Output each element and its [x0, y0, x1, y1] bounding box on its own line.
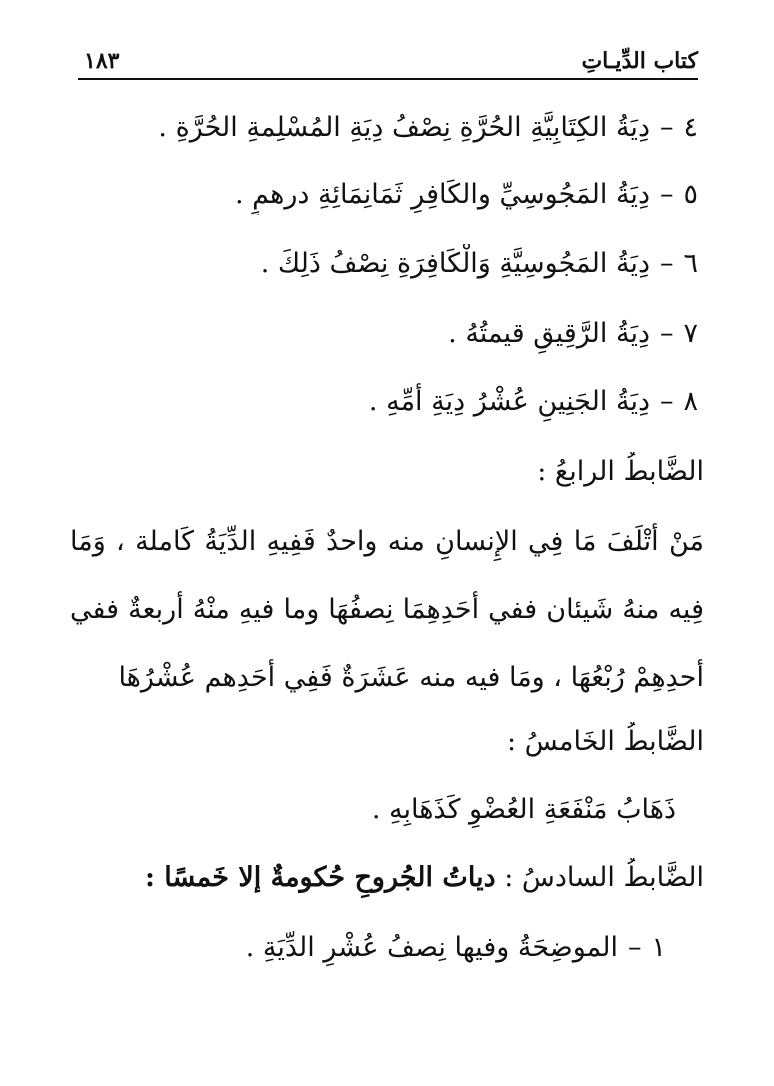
- page-number: ١٨٣: [84, 48, 120, 74]
- list-item-7: [70, 314, 698, 354]
- rule4-line-1: مَنْ أَتْلَفَ مَا فِي الإِنسانِ منه واحدٌ فَفِيهِ الدِّيَةُ كَاملة ، وَمَا: [70, 526, 704, 557]
- running-header: [78, 44, 698, 80]
- rule5-text: ذَهَابُ مَنْفَعَةِ العُضْوِ كَذَهَابِهِ .: [371, 794, 676, 825]
- list-item-text: دِيَةُ الرَّقِيقِ قيمتُهُ .: [448, 318, 650, 349]
- list-item-number: ٤: [683, 112, 698, 143]
- list-item-4: [70, 108, 698, 148]
- rule6-heading-rule: دياتُ الجُروحِ حُكومةٌ إلا خَمسًا :: [144, 862, 496, 893]
- list-item-text: دِيَةُ المَجُوسِيَّةِ وَالْكَافِرَةِ نِصْفُ ذَلِكَ .: [260, 248, 650, 279]
- rule4-heading: الضَّابطُ الرابعُ :: [537, 456, 704, 487]
- list-item-number: ١: [651, 932, 666, 963]
- list-item-dash: –: [627, 932, 642, 963]
- list-item-dash: –: [659, 386, 674, 417]
- header-divider: [78, 78, 698, 80]
- list-item-8: [70, 382, 698, 422]
- list-item-1: [70, 928, 666, 968]
- list-item-text: دِيَةُ الكِتَابِيَّةِ الحُرَّةِ نِصْفُ دِيَةِ المُسْلِمةِ الحُرَّةِ .: [158, 112, 650, 143]
- rule4-line-2: فِيه منهُ شَيئان ففي أَحَدِهِمَا نِصفُهَا وما فيهِ منْهُ أربعةٌ ففي: [70, 594, 704, 625]
- list-item-text: الموضِحَةُ وفيها نِصفُ عُشْرِ الدِّيَةِ .: [245, 932, 618, 963]
- list-item-dash: –: [659, 179, 674, 210]
- list-item-number: ٥: [683, 179, 698, 210]
- list-item-5: [70, 175, 698, 215]
- list-item-dash: –: [659, 318, 674, 349]
- list-item-number: ٦: [683, 248, 698, 279]
- rule4-line-3: أحدِهِمْ رُبْعُهَا ، ومَا فيه منه عَشَرَةٌ فَفِي أَحَدِهم عُشْرُهَا: [118, 662, 704, 693]
- list-item-dash: –: [659, 248, 674, 279]
- list-item-number: ٨: [683, 386, 698, 417]
- list-item-text: دِيَةُ المَجُوسِيِّ والكَافِرِ ثَمَانِمَائِةِ درهمٍ .: [234, 179, 650, 210]
- list-item-number: ٧: [683, 318, 698, 349]
- list-item-6: [70, 244, 698, 284]
- rule6-heading: [70, 858, 704, 898]
- chapter-title: كتاب الدِّيـاتِ: [581, 48, 698, 74]
- rule6-heading-label: الضَّابطُ السادسُ :: [495, 862, 704, 893]
- rule5-heading: الضَّابطُ الخَامسُ :: [506, 726, 704, 757]
- list-item-dash: –: [659, 112, 674, 143]
- list-item-text: دِيَةُ الجَنِينِ عُشْرُ دِيَةِ أُمِّهِ .: [368, 386, 650, 417]
